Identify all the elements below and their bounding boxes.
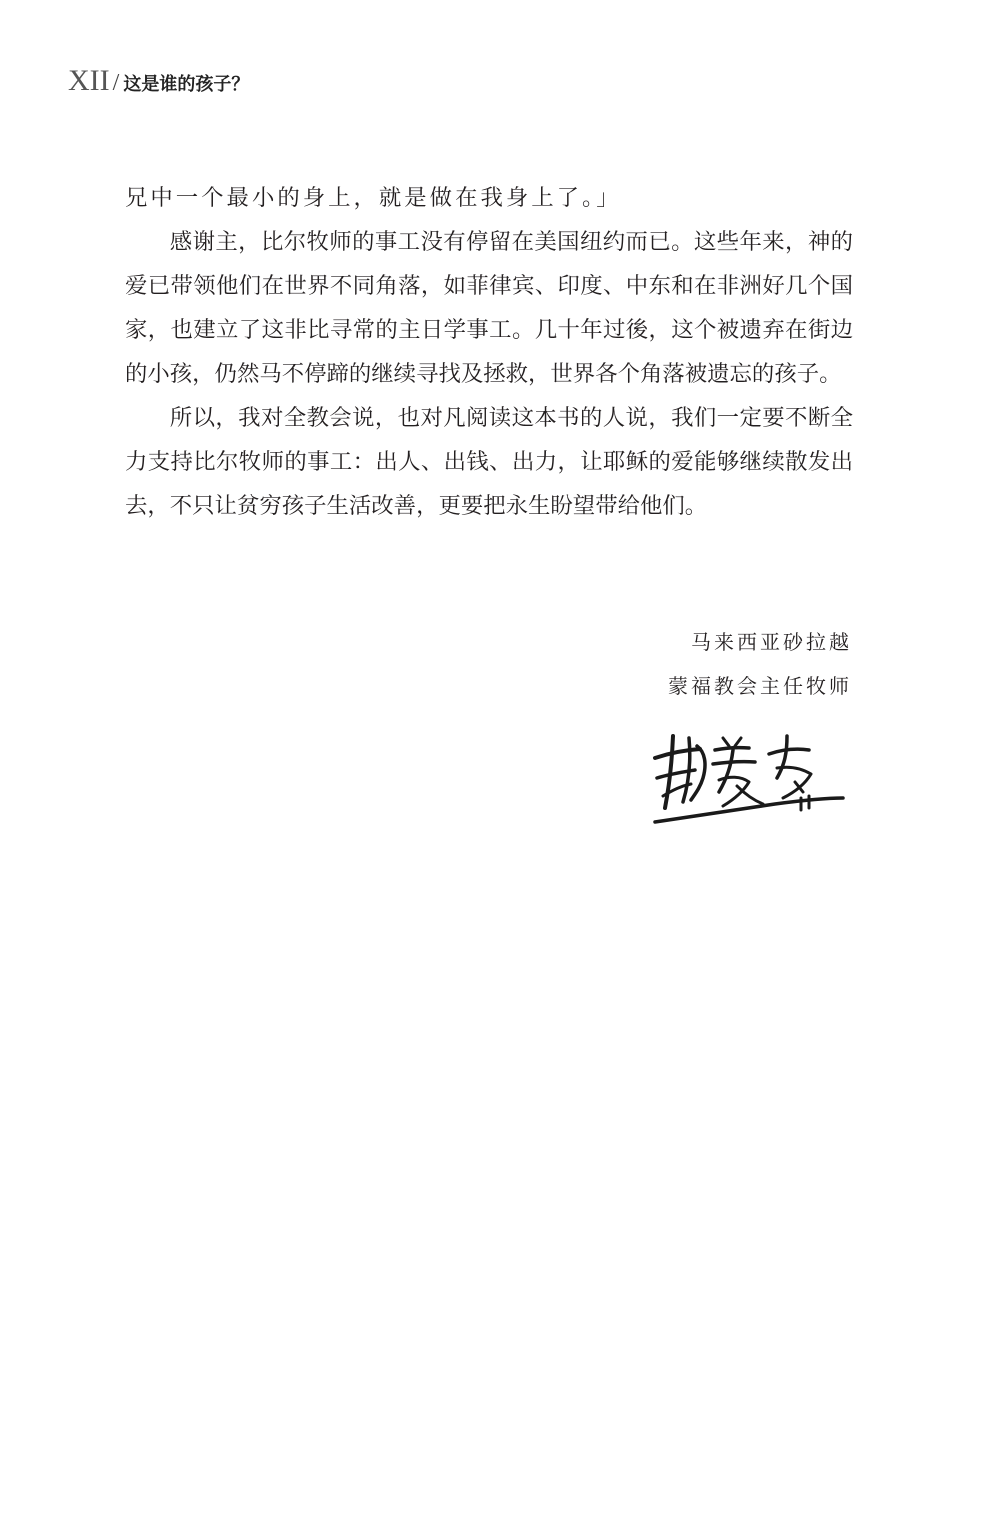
signature-location: 马来西亚砂拉越 <box>691 630 852 654</box>
header-separator: / <box>112 70 120 96</box>
signature-role: 蒙福教会主任牧师 <box>668 674 852 698</box>
signature-stroke <box>665 736 673 808</box>
signature-stroke <box>769 749 809 754</box>
handwritten-signature <box>645 720 850 830</box>
body-text <box>125 176 853 528</box>
signature-stroke <box>735 738 741 746</box>
signature-stroke <box>691 746 705 800</box>
signature-stroke <box>655 749 700 758</box>
signature-stroke <box>719 750 733 792</box>
signature-stroke <box>723 738 729 746</box>
book-title: 这是谁的孩子？ <box>123 74 250 95</box>
paragraph-thanks: 感谢主，比尔牧师的事工没有停留在美国纽约而已。这些年来，神的爱已带领他们在世界不同角落，如菲律宾、印度、中东和在非洲好几个国家，也建立了这非比寻常的主日学事工。几十年过後，这个被遗弃在街边的小孩，仍然马不停蹄的继续寻找及拯救，世界各个角落被遗忘的孩子。 <box>125 229 853 387</box>
signature-stroke <box>713 762 755 764</box>
running-header <box>68 64 249 104</box>
paragraph-continued-quote: 兄中一个最小的身上，就是做在我身上了。」 <box>125 185 622 211</box>
signature-stroke <box>777 736 787 778</box>
page-number: XII <box>68 64 110 97</box>
signature-stroke <box>737 786 763 804</box>
signature-block <box>668 620 852 708</box>
paragraph-appeal: 所以，我对全教会说，也对凡阅读这本书的人说，我们一定要不断全力支持比尔牧师的事工：出人、出钱、出力，让耶稣的爱能够继续散发出去，不只让贫穷孩子生活改善，更要把永生盼望带给他们。 <box>125 405 853 519</box>
